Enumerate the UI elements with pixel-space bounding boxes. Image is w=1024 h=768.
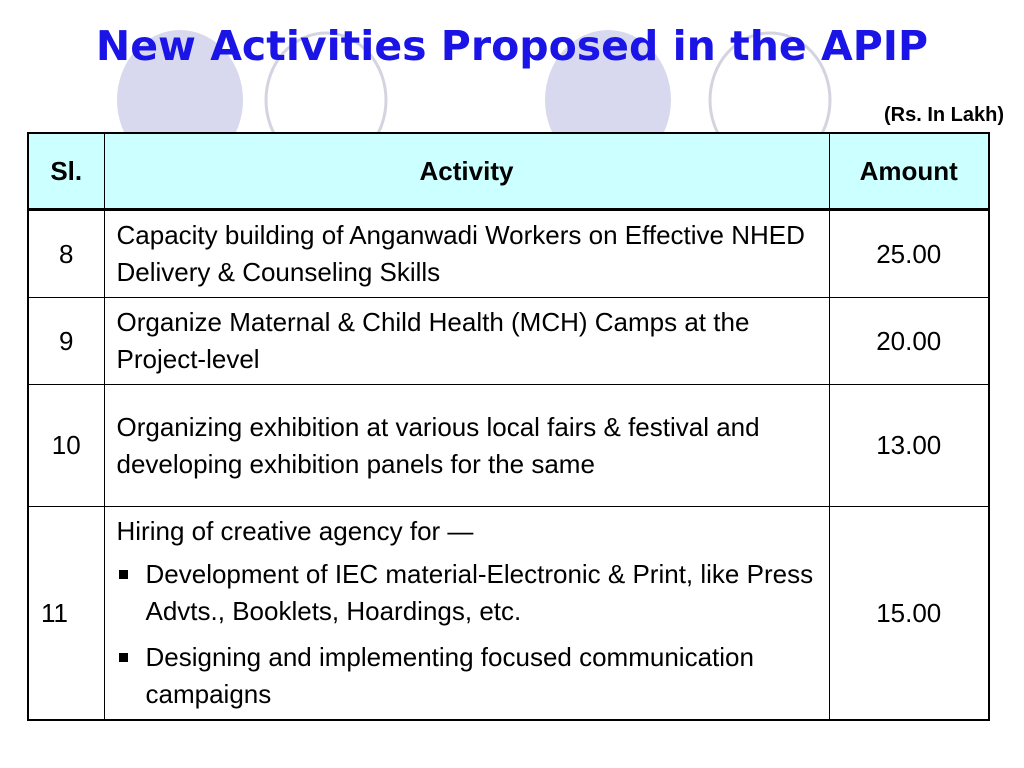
row-amount: 15.00 — [829, 507, 989, 721]
bullet-text: Development of IEC material-Electronic & Print, like Press Advts., Booklets, Hoardings, etc. — [145, 559, 814, 626]
row-sl: 10 — [28, 385, 104, 507]
activities-table — [27, 132, 990, 721]
table-row — [28, 298, 989, 385]
header-amount: Amount — [829, 133, 989, 210]
row-activity: Organize Maternal & Child Health (MCH) Camps at the Project-level — [104, 298, 829, 385]
square-bullet-icon — [119, 653, 128, 662]
table-row — [28, 507, 989, 721]
activity-bullet-list — [117, 556, 817, 713]
row-sl: 9 — [28, 298, 104, 385]
row-activity: Capacity building of Anganwadi Workers on Effective NHED Delivery & Counseling Skills — [104, 210, 829, 298]
row-amount: 20.00 — [829, 298, 989, 385]
row-activity-intro: Hiring of creative agency for — — [116, 516, 474, 546]
table-header-row — [28, 133, 989, 210]
row-sl: 11 — [28, 507, 104, 721]
header-activity: Activity — [104, 133, 829, 210]
header-sl: Sl. — [28, 133, 104, 210]
list-item — [117, 639, 817, 713]
row-activity-cell — [104, 507, 829, 721]
table-row — [28, 210, 989, 298]
currency-unit-note: (Rs. In Lakh) — [883, 104, 1004, 126]
row-amount: 25.00 — [829, 210, 989, 298]
row-amount: 13.00 — [829, 385, 989, 507]
row-sl: 8 — [28, 210, 104, 298]
table-row — [28, 385, 989, 507]
bullet-text: Designing and implementing focused communication campaigns — [145, 642, 754, 709]
square-bullet-icon — [119, 570, 128, 579]
slide-title: New Activities Proposed in the APIP — [95, 22, 929, 70]
list-item — [117, 556, 817, 630]
row-activity: Organizing exhibition at various local fairs & festival and developing exhibition panels for the same — [104, 385, 829, 507]
